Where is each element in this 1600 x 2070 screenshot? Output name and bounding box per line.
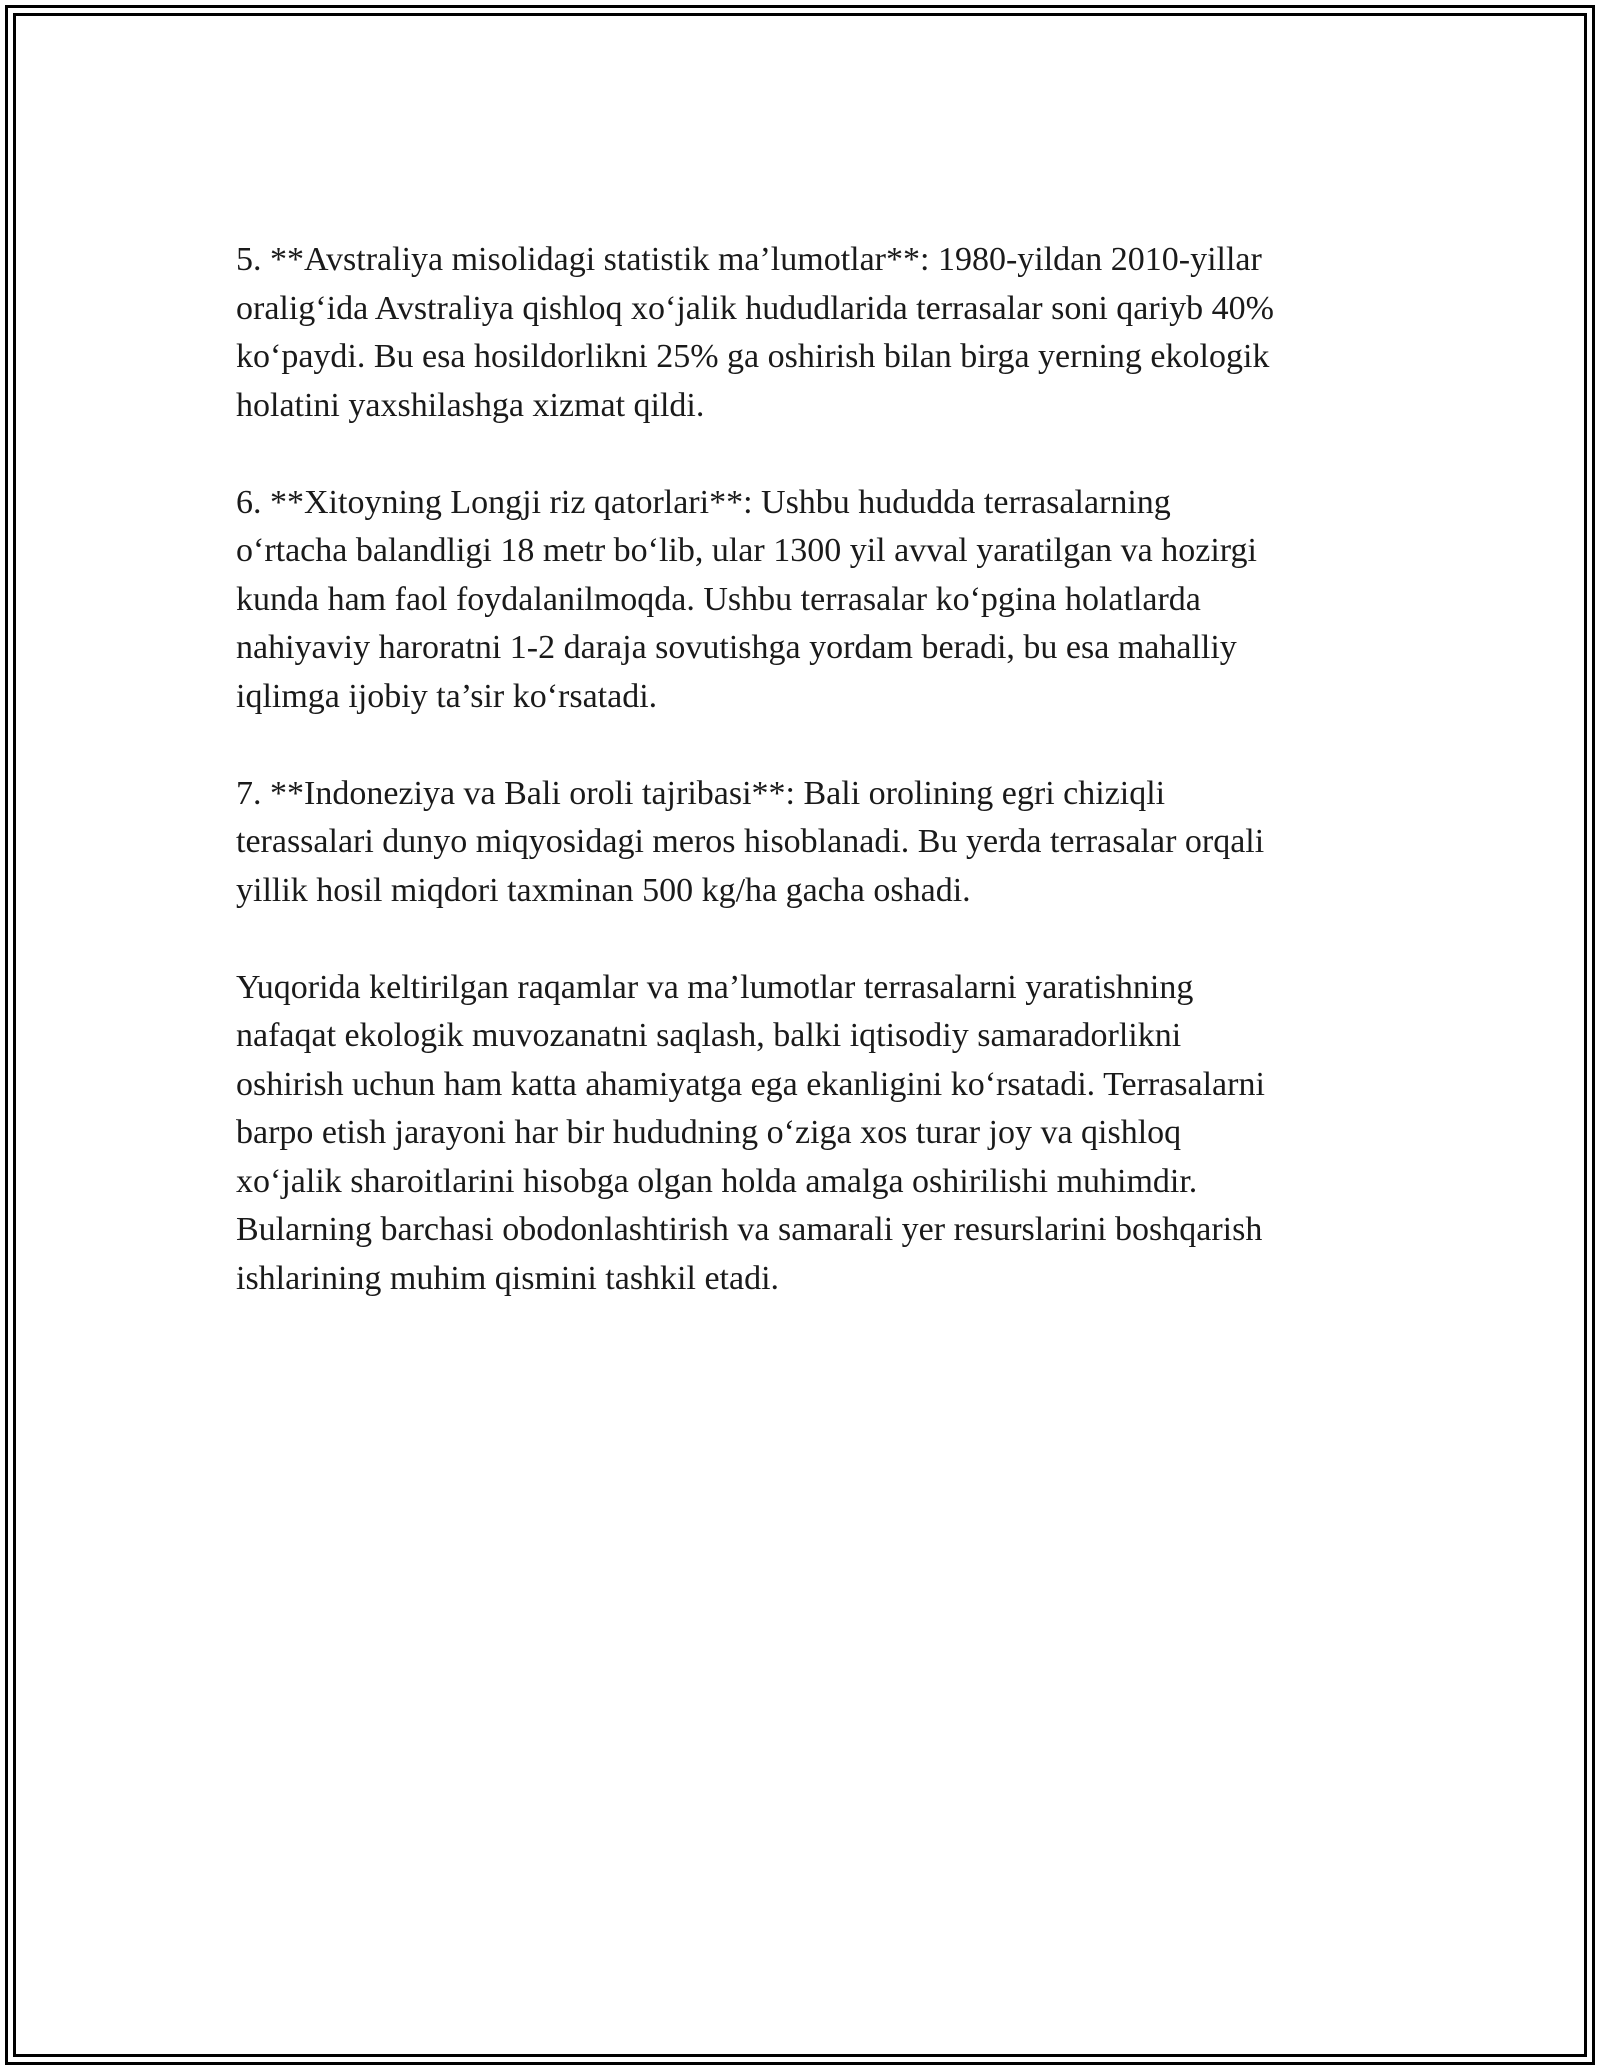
paragraph-australia-statistics: 5. **Avstraliya misolidagi statistik ma’lumotlar**: 1980-yildan 2010-yillar oralig‘ida Avstraliya qishloq xo‘jalik hududlarida terrasalar soni qariyb 40% ko‘paydi. Bu esa hosildorlikni 25% ga oshirish bilan birga yerning ekologik holatini yaxshilashga xizmat qildi. xyxy=(236,241,1274,424)
paragraph-conclusion: Yuqorida keltirilgan raqamlar va ma’lumotlar terrasalarni yaratishning nafaqat ekologik muvozanatni saqlash, balki iqtisodiy samaradorlikni oshirish uchun ham katta ahamiyatga ega ekanligini ko‘rsatadi. Terrasalarni barpo etish jarayoni har bir hududning o‘ziga xos turar joy va qishloq xo‘jalik sharoitlarini hisobga olgan holda amalga oshirilishi muhimdir. Bularning barchasi obodonlashtirish va samarali yer resurslarini boshqarish ishlarining muhim qismini tashkil etadi. xyxy=(236,968,1265,1297)
document-body xyxy=(236,236,1416,1303)
paragraph-china-longji-terraces: 6. **Xitoyning Longji riz qatorlari**: Ushbu hududda terrasalarning o‘rtacha balandligi 18 metr bo‘lib, ular 1300 yil avval yaratilgan va hozirgi kunda ham faol foydalanilmoqda. Ushbu terrasalar ko‘pgina holatlarda nahiyaviy haroratni 1-2 daraja sovutishga yordam beradi, bu esa mahalliy iqlimga ijobiy ta’sir ko‘rsatadi. xyxy=(236,483,1257,715)
paragraph-indonesia-bali-experience: 7. **Indoneziya va Bali oroli tajribasi**: Bali orolining egri chiziqli terassalari dunyo miqyosidagi meros hisoblanadi. Bu yerda terrasalar orqali yillik hosil miqdori taxminan 500 kg/ha gacha oshadi. xyxy=(236,774,1265,909)
